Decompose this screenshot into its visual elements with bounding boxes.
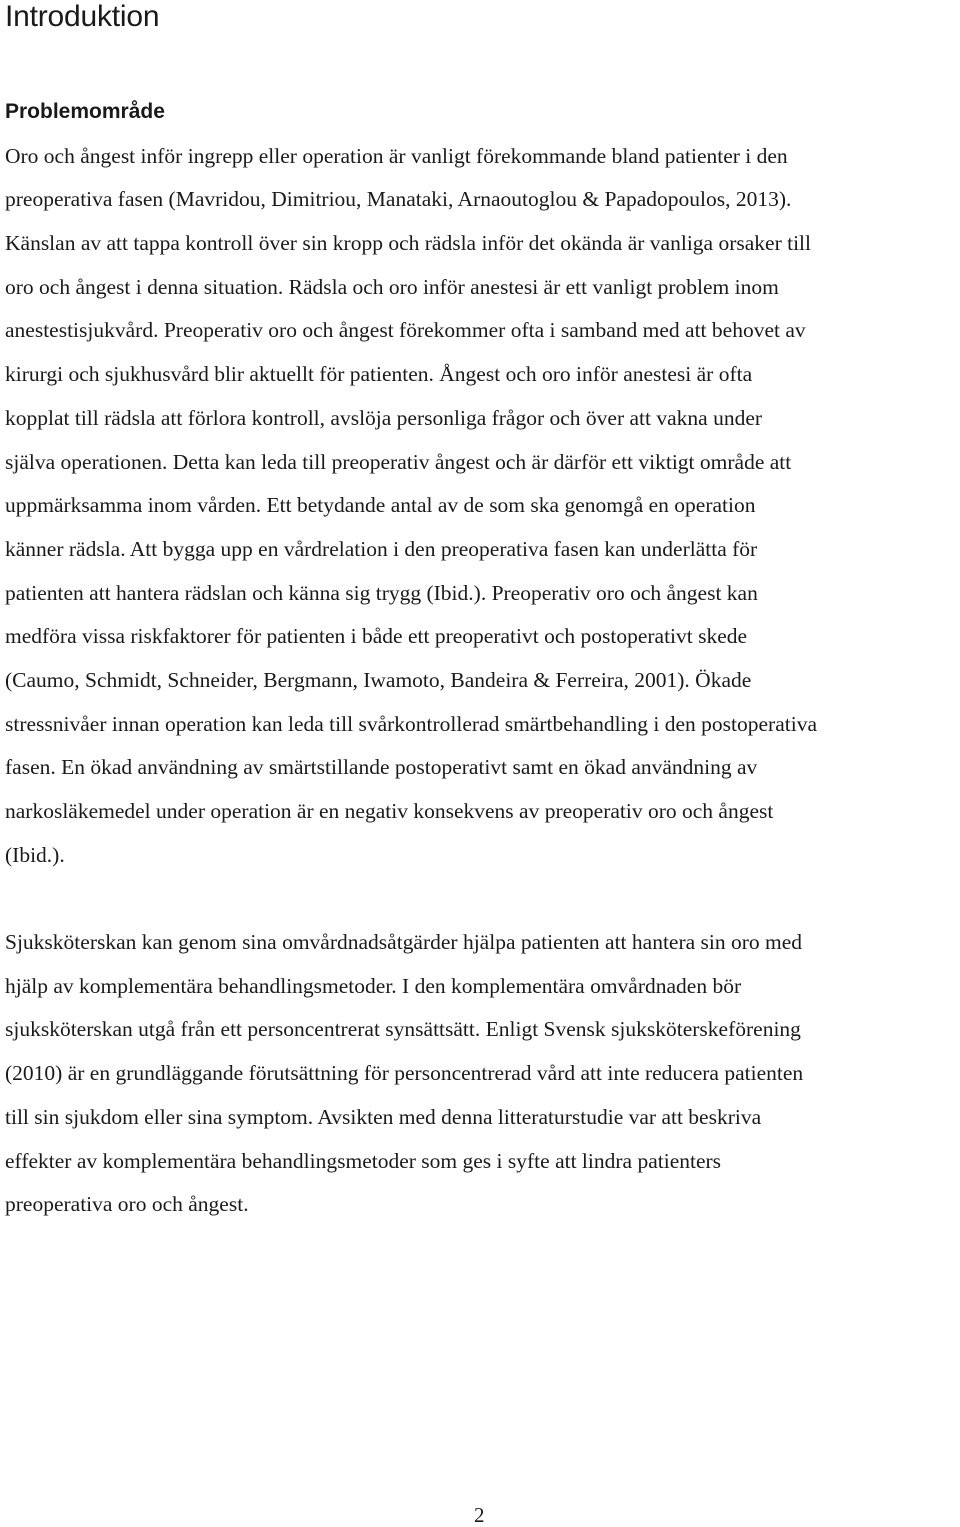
paragraph-line: Känslan av att tappa kontroll över sin kropp och rädsla inför det okända är vanliga orsaker till [5,231,811,255]
paragraph-line: (Ibid.). [5,843,65,867]
paragraph-line: känner rädsla. Att bygga upp en vårdrelation i den preoperativa fasen kan underlätta för [5,537,758,561]
paragraph-line: patienten att hantera rädslan och känna sig trygg (Ibid.). Preoperativ oro och ångest kan [5,581,758,605]
paragraph-line: kirurgi och sjukhusvård blir aktuellt för patienten. Ångest och oro inför anestesi är ofta [5,362,753,386]
page-title: Introduktion [5,0,160,33]
paragraph-line: kopplat till rädsla att förlora kontroll, avslöja personliga frågor och över att vakna under [5,406,763,430]
paragraph-line: (2010) är en grundläggande förutsättning för personcentrerad vård att inte reducera patienten [5,1061,804,1085]
paragraph-line: uppmärksamma inom vården. Ett betydande antal av de som ska genomgå en operation [5,493,756,517]
paragraph-line: fasen. En ökad användning av smärtstillande postoperativt samt en ökad användning av [5,755,758,779]
paragraph-line: narkosläkemedel under operation är en negativ konsekvens av preoperativ oro och ångest [5,799,774,823]
paragraph-line: sjuksköterskan utgå från ett personcentrerat synsättsätt. Enligt Svensk sjuksköterskeförening [5,1017,801,1041]
paragraph-line: själva operationen. Detta kan leda till preoperativ ångest och är därför ett viktigt område att [5,450,792,474]
paragraph-line: preoperativa fasen (Mavridou, Dimitriou, Manataki, Arnaoutoglou & Papadopoulos, 2013). [5,187,792,211]
paragraph-line: medföra vissa riskfaktorer för patienten i både ett preoperativt och postoperativt skede [5,624,748,648]
paragraph-line: preoperativa oro och ångest. [5,1192,249,1216]
section-heading: Problemområde [5,100,165,123]
paragraph-line: anestestisjukvård. Preoperativ oro och ångest förekommer ofta i samband med att behovet av [5,318,806,342]
paragraph-line: till sin sjukdom eller sina symptom. Avsikten med denna litteraturstudie var att beskriva [5,1105,762,1129]
paragraph-line: oro och ångest i denna situation. Rädsla och oro inför anestesi är ett vanligt problem inom [5,275,779,299]
paragraph-line: Oro och ångest inför ingrepp eller operation är vanligt förekommande bland patienter i den [5,144,788,168]
paragraph-line: (Caumo, Schmidt, Schneider, Bergmann, Iwamoto, Bandeira & Ferreira, 2001). Ökade [5,668,752,692]
page-number: 2 [474,1503,485,1527]
paragraph-line: hjälp av komplementära behandlingsmetoder. I den komplementära omvårdnaden bör [5,974,742,998]
paragraph-line: Sjuksköterskan kan genom sina omvårdnadsåtgärder hjälpa patienten att hantera sin oro med [5,930,803,954]
paragraph-line: stressnivåer innan operation kan leda till svårkontrollerad smärtbehandling i den postoperativa [5,712,817,736]
paragraph-line: effekter av komplementära behandlingsmetoder som ges i syfte att lindra patienters [5,1149,722,1173]
